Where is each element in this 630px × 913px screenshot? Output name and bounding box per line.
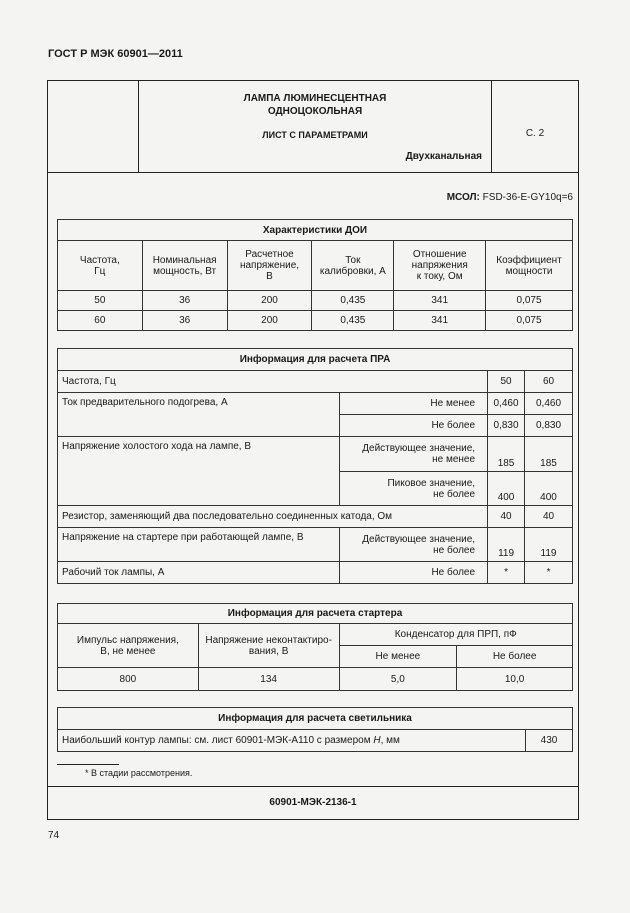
table-row: Рабочий ток лампы, А Не более * * (58, 562, 573, 584)
doi-col-voltage: Расчетное напряжение, В (227, 241, 312, 291)
title-line-1: ЛАМПА ЛЮМИНЕСЦЕНТНАЯ (243, 93, 387, 104)
starter-col-capacitor: Конденсатор для ПРП, пФ (339, 624, 572, 646)
luminaire-label: Наибольший контур лампы: см. лист 60901-МЭК-А110 с размером H, мм (58, 730, 526, 752)
page-number: 74 (48, 830, 60, 841)
footnote-rule (57, 764, 119, 765)
doi-title: Характеристики ДОИ (58, 220, 573, 241)
starter-title: Информация для расчета стартера (58, 604, 573, 624)
starter-col-pulse: Импульс напряжения, В, не менее (58, 624, 199, 668)
pra-title: Информация для расчета ПРА (58, 349, 573, 371)
table-row: 800 134 5,0 10,0 (58, 668, 573, 691)
table-row: Напряжение холостого хода на лампе, В Действующее значение, не менее 185 185 (58, 437, 573, 472)
luminaire-table (57, 707, 573, 752)
doi-col-frequency: Частота, Гц (58, 241, 143, 291)
doi-table (57, 219, 573, 331)
footer-code: 60901-МЭК-2136-1 (269, 797, 357, 808)
doi-col-power-factor: Коэффициент мощности (486, 241, 573, 291)
sheet-title (139, 92, 491, 118)
starter-col-nonfiring: Напряжение неконтактиро- вания, В (198, 624, 339, 668)
table-row: Резистор, заменяющий два последовательно соединенных катода, Ом 40 40 (58, 506, 573, 528)
table-row (58, 730, 573, 752)
msol-designation (300, 192, 573, 203)
doi-col-current: Ток калибровки, А (312, 241, 394, 291)
table-row: Пиковое значение, не более 400 400 (58, 472, 573, 506)
pra-table (57, 348, 573, 584)
sheet-number: С. 2 (525, 128, 545, 139)
msol-value: FSD-36-E-GY10q=6 (482, 192, 573, 203)
msol-label: МСОЛ: (446, 192, 480, 203)
luminaire-title: Информация для расчета светильника (58, 708, 573, 730)
luminaire-value: 430 (526, 730, 573, 752)
sheet-subtitle: ЛИСТ С ПАРАМЕТРАМИ (262, 130, 368, 140)
table-row: 60 36 200 0,435 341 0,075 (58, 311, 573, 331)
doi-col-power: Номинальная мощность, Вт (142, 241, 227, 291)
variant-label: Двухканальная (405, 151, 482, 162)
header-divider (47, 172, 579, 173)
table-row: Ток предварительного подогрева, А Не менее 0,460 0,460 (58, 393, 573, 415)
table-row: Не более 0,830 0,830 (58, 415, 573, 437)
table-row: Напряжение на стартере при работающей лампе, В Действующее значение, не более 119 119 (58, 528, 573, 562)
starter-table: Информация для расчета стартера Импульс напряжения, В, не менее Напряжение неконтактиро- вания, В Конденсатор для ПРП, пФ Не менее Не более 800 134 5,0 10,0 (57, 603, 573, 691)
table-row: 50 36 200 0,435 341 0,075 (58, 291, 573, 311)
header-right-divider (491, 80, 492, 172)
title-line-2: ОДНОЦОКОЛЬНАЯ (267, 106, 363, 117)
footer-divider (47, 786, 579, 787)
doi-col-ratio: Отношение напряжения к току, Ом (394, 241, 486, 291)
table-row: Частота, Гц 50 60 (58, 371, 573, 393)
footnote: * В стадии рассмотрения. (85, 768, 193, 778)
standard-designation: ГОСТ Р МЭК 60901—2011 (48, 48, 183, 60)
